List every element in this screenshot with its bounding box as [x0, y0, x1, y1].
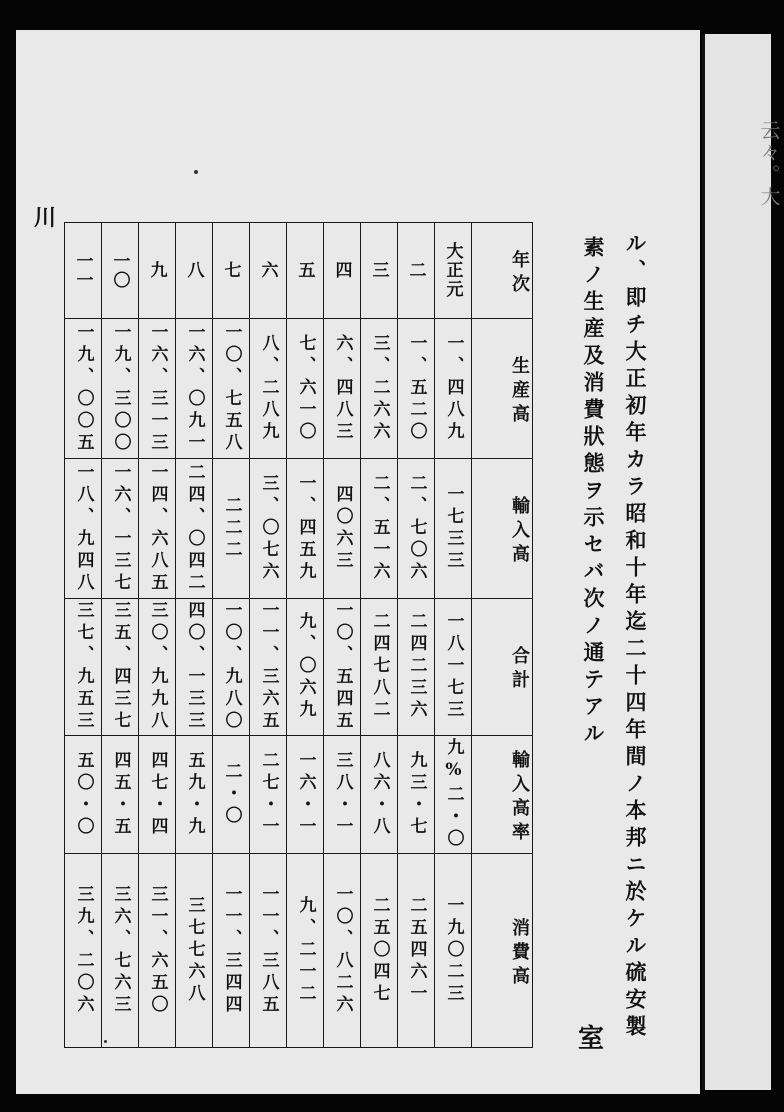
cell-import: 三、〇七六: [250, 459, 287, 599]
cell-year: 八: [176, 223, 213, 319]
cell-production: 一六、三一三: [139, 319, 176, 459]
cell-consumption: 一九〇二三: [435, 854, 472, 1048]
cell-consumption: 二五〇四七: [361, 854, 398, 1048]
cell-rate: 九三・七: [398, 736, 435, 854]
cell-year: 二: [398, 223, 435, 319]
cell-total: 九、〇六九: [287, 599, 324, 736]
cell-rate: 五〇・〇: [65, 736, 102, 854]
cell-total: 一〇、五四五: [324, 599, 361, 736]
cell-consumption: 一一、三四四: [213, 854, 250, 1048]
header-production: 生産高: [472, 319, 533, 459]
cell-year: 大正元: [435, 223, 472, 319]
seal-stamp: 室: [578, 1024, 605, 1054]
cell-total: 一八一七三: [435, 599, 472, 736]
cell-import: 二四、〇四二: [176, 459, 213, 599]
cell-year: 七: [213, 223, 250, 319]
cell-consumption: 一〇、八二六: [324, 854, 361, 1048]
cell-production: 八、二八九: [250, 319, 287, 459]
cell-import: 一八、九四八: [65, 459, 102, 599]
cell-consumption: 九、二一二: [287, 854, 324, 1048]
ink-speck: [194, 170, 198, 174]
cell-total: 二四七八二: [361, 599, 398, 736]
header-import_rate: 輸入高率: [472, 736, 533, 854]
production-table: [64, 222, 533, 1048]
cell-production: 三、二六六: [361, 319, 398, 459]
cell-consumption: 三一、六五〇: [139, 854, 176, 1048]
cell-import: 一六、一三七: [102, 459, 139, 599]
cell-rate: 四五・五: [102, 736, 139, 854]
cell-year: 一一: [65, 223, 102, 319]
cell-rate: 五九・九: [176, 736, 213, 854]
margin-mark: 川: [34, 205, 54, 231]
cell-year: 五: [287, 223, 324, 319]
cell-total: 三七、九五三: [65, 599, 102, 736]
cell-year: 三: [361, 223, 398, 319]
cell-consumption: 一一、三八五: [250, 854, 287, 1048]
cell-year: 九: [139, 223, 176, 319]
cell-production: 一〇、七五八: [213, 319, 250, 459]
header-year: 年次: [472, 223, 533, 319]
cell-rate: 四七・四: [139, 736, 176, 854]
cell-import: 二、五一六: [361, 459, 398, 599]
cell-production: 七、六一〇: [287, 319, 324, 459]
cell-total: 一〇、九八〇: [213, 599, 250, 736]
cell-consumption: 三九、二〇六: [65, 854, 102, 1048]
header-total: 合計: [472, 599, 533, 736]
cell-import: 一、四五九: [287, 459, 324, 599]
cell-import: 一七三三: [435, 459, 472, 599]
cell-import: 一四、六八五: [139, 459, 176, 599]
cell-production: 一、五二〇: [398, 319, 435, 459]
cell-total: 一一、三六五: [250, 599, 287, 736]
cell-rate: 八六・八: [361, 736, 398, 854]
cell-total: 二四二三六: [398, 599, 435, 736]
cell-year: 四: [324, 223, 361, 319]
cell-production: 六、四八三: [324, 319, 361, 459]
cell-import: 四〇六三: [324, 459, 361, 599]
cell-consumption: 三七七六八: [176, 854, 213, 1048]
cell-rate: 三八・一: [324, 736, 361, 854]
cell-rate: 一六・一: [287, 736, 324, 854]
cell-production: 一、四八九: [435, 319, 472, 459]
cell-total: 三五、四三七: [102, 599, 139, 736]
intro-line-1: ル、即チ大正初年カラ昭和十年迄二十四年間ノ本邦ニ於ケル硫安製: [623, 232, 648, 1042]
intro-line-2: 素ノ生産及消費狀態ヲ示セバ次ノ通テアル: [581, 236, 606, 749]
cell-year: 一〇: [102, 223, 139, 319]
cell-production: 一九、〇〇五: [65, 319, 102, 459]
header-consumption: 消費高: [472, 854, 533, 1048]
cell-rate: 二・〇: [213, 736, 250, 854]
facing-page-fragment: 云々。大: [757, 120, 781, 208]
cell-production: 一六、〇九一: [176, 319, 213, 459]
cell-year: 六: [250, 223, 287, 319]
cell-total: 三〇、九九八: [139, 599, 176, 736]
cell-production: 一九、三〇〇: [102, 319, 139, 459]
cell-import: 二、七〇六: [398, 459, 435, 599]
cell-rate: 九%二・〇: [435, 736, 472, 854]
header-import: 輸入高: [472, 459, 533, 599]
cell-rate: 二七・一: [250, 736, 287, 854]
cell-import: 二二二: [213, 459, 250, 599]
cell-consumption: 三六、七六三: [102, 854, 139, 1048]
cell-total: 四〇、一三三: [176, 599, 213, 736]
cell-consumption: 二五四六一: [398, 854, 435, 1048]
